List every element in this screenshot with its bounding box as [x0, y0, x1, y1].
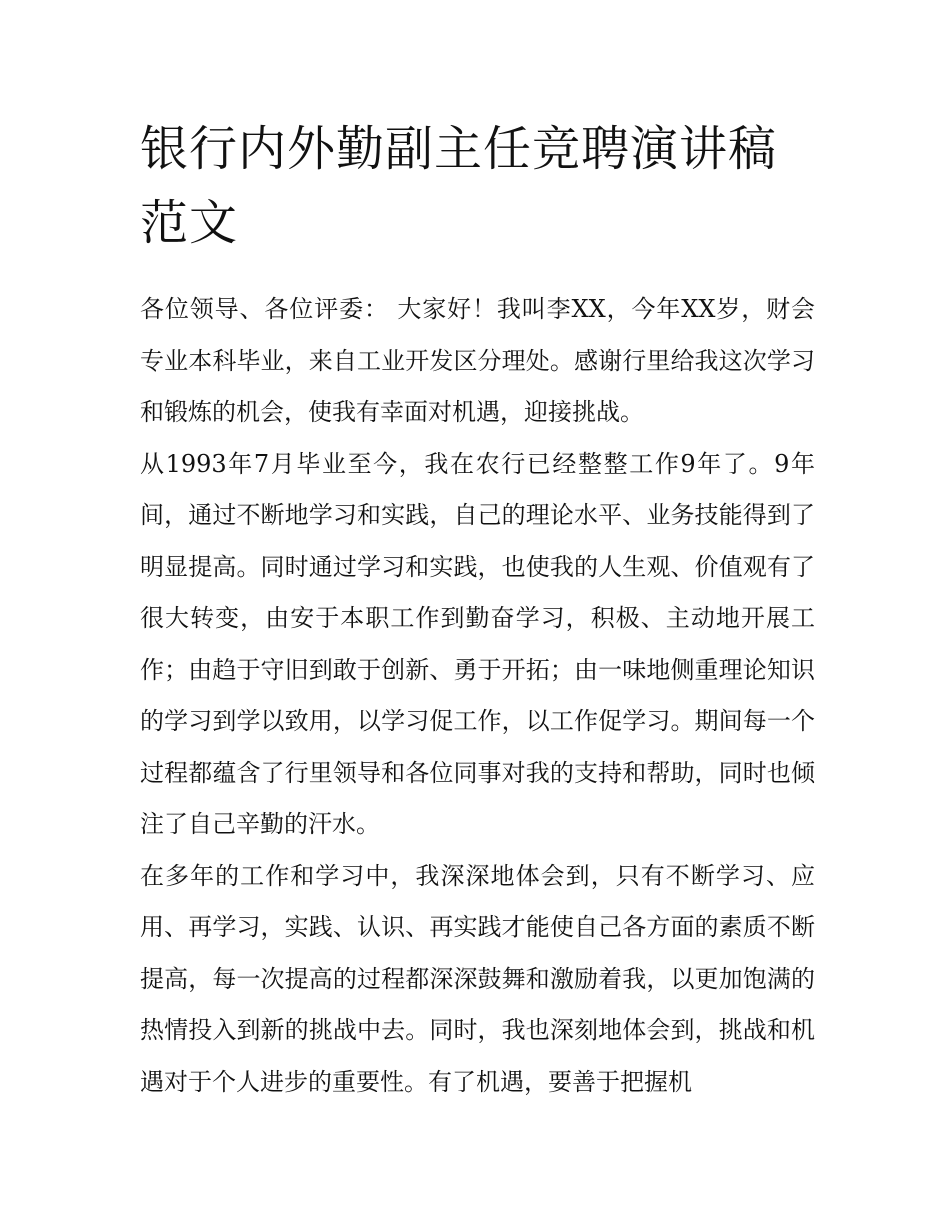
paragraph-experience: 从1993年7月毕业至今，我在农行已经整整工作9年了。9年间，通过不断地学习和实践，自己的理论水平、业务技能得到了明显提高。同时通过学习和实践，也使我的人生观、价值观有了很大转变，由安于本职工作到勤奋学习，积极、主动地开展工作；由趋于守旧到敢于创新、勇于开拓；由一味地侧重理论知识的学习到学以致用，以学习促工作，以工作促学习。期间每一个过程都蕴含了行里领导和各位同事对我的支持和帮助，同时也倾注了自己辛勤的汗水。 [140, 449, 815, 838]
paragraph-greeting: 各位领导、各位评委： 大家好！我叫李XX，今年XX岁，财会专业本科毕业，来自工业开发区分理处。感谢行里给我这次学习和锻炼的机会，使我有幸面对机遇，迎接挑战。 [140, 295, 815, 426]
paragraph-reflection: 在多年的工作和学习中，我深深地体会到，只有不断学习、应用、再学习，实践、认识、再实践才能使自己各方面的素质不断提高，每一次提高的过程都深深鼓舞和激励着我，以更加饱满的热情投入到新的挑战中去。同时，我也深刻地体会到，挑战和机遇对于个人进步的重要性。有了机遇，要善于把握机 [140, 861, 815, 1096]
document-title: 银行内外勤副主任竞聘演讲稿范文 [140, 121, 778, 251]
document-content [140, 112, 815, 1108]
